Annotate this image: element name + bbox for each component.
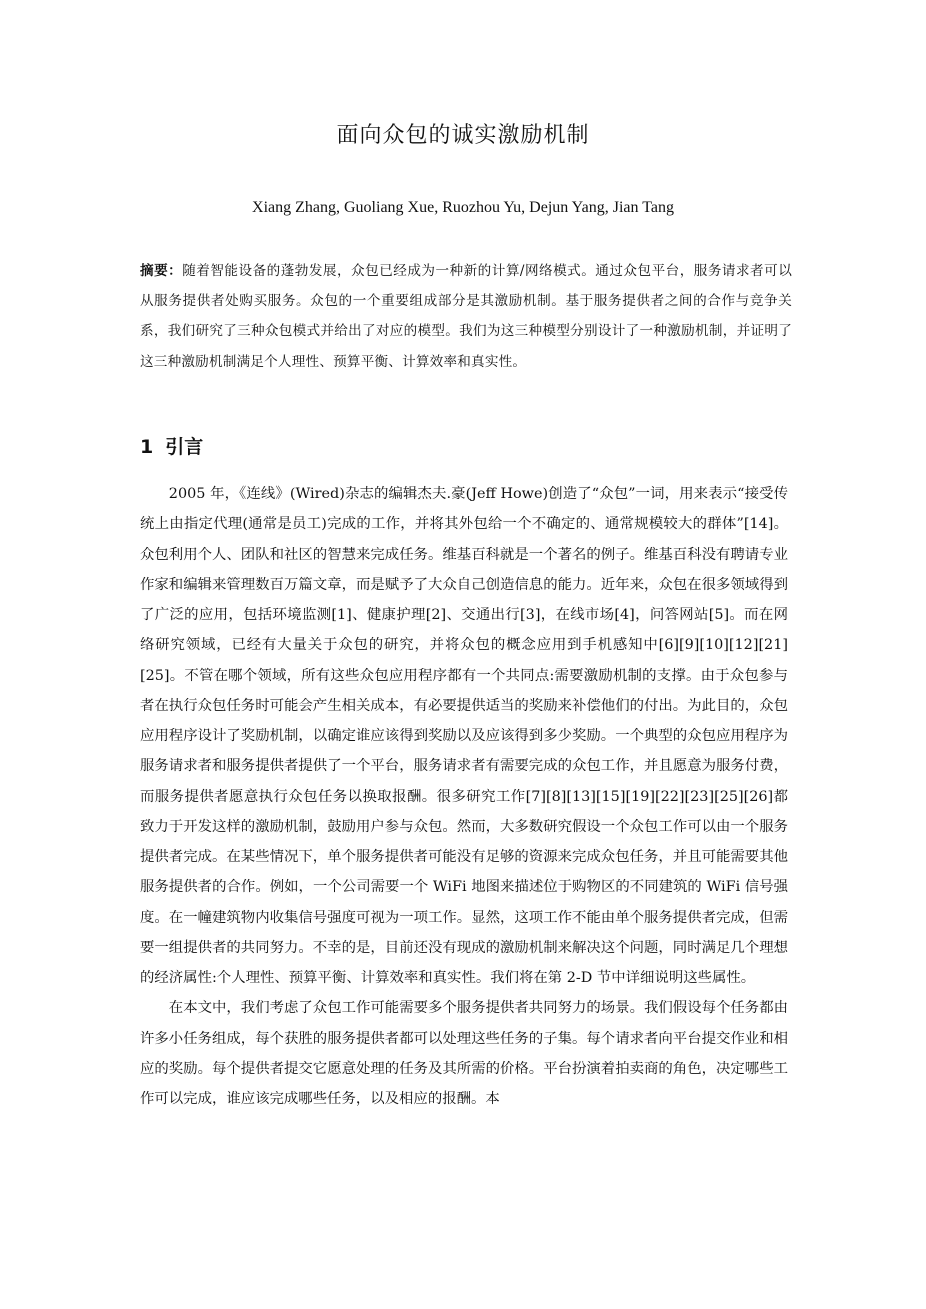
abstract bbox=[140, 256, 792, 377]
abstract-text: 随着智能设备的蓬勃发展，众包已经成为一种新的计算/网络模式。通过众包平台，服务请求者可以从服务提供者处购买服务。众包的一个重要组成部分是其激励机制。基于服务提供者之间的合作与竞争关系，我们研究了三种众包模式并给出了对应的模型。我们为这三种模型分别设计了一种激励机制，并证明了这三种激励机制满足个人理性、预算平衡、计算效率和真实性。 bbox=[140, 263, 792, 370]
body-text bbox=[140, 479, 788, 1114]
paper-title: 面向众包的诚实激励机制 bbox=[336, 123, 590, 148]
section-number: 1 bbox=[140, 436, 154, 458]
section-title: 引言 bbox=[165, 436, 204, 458]
author-list: Xiang Zhang, Guoliang Xue, Ruozhou Yu, Dejun Yang, Jian Tang bbox=[252, 199, 674, 216]
paragraph-1: 2005 年，《连线》(Wired)杂志的编辑杰夫.豪(Jeff Howe)创造了“众包”一词，用来表示“接受传统上由指定代理(通常是员工)完成的工作，并将其外包给一个不确定的、通常规模较大的群体”[14]。众包利用个人、团队和社区的智慧来完成任务。维基百科就是一个著名的例子。维基百科没有聘请专业作家和编辑来管理数百万篇文章，而是赋予了大众自己创造信息的能力。近年来，众包在很多领域得到了广泛的应用，包括环境监测[1]、健康护理[2]、交通出行[3]，在线市场[4]，问答网站[5]。而在网络研究领域，已经有大量关于众包的研究，并将众包的概念应用到手机感知中[6][9][10][12][21][25]。不管在哪个领域，所有这些众包应用程序都有一个共同点:需要激励机制的支撑。由于众包参与者在执行众包任务时可能会产生相关成本，有必要提供适当的奖励来补偿他们的付出。为此目的，众包应用程序设计了奖励机制，以确定谁应该得到奖励以及应该得到多少奖励。一个典型的众包应用程序为服务请求者和服务提供者提供了一个平台，服务请求者有需要完成的众包工作，并且愿意为服务付费，而服务提供者愿意执行众包任务以换取报酬。很多研究工作[7][8][13][15][19][22][23][25][26]都致力于开发这样的激励机制，鼓励用户参与众包。然而，大多数研究假设一个众包工作可以由一个服务提供者完成。在某些情况下，单个服务提供者可能没有足够的资源来完成众包任务，并且可能需要其他服务提供者的合作。例如，一个公司需要一个 WiFi 地图来描述位于购物区的不同建筑的 WiFi 信号强度。在一幢建筑物内收集信号强度可视为一项工作。显然，这项工作不能由单个服务提供者完成，但需要一组提供者的共同努力。不幸的是，目前还没有现成的激励机制来解决这个问题，同时满足几个理想的经济属性:个人理性、预算平衡、计算效率和真实性。我们将在第 2-D 节中详细说明这些属性。 bbox=[140, 486, 788, 986]
section-heading-introduction bbox=[140, 433, 203, 461]
paragraph-2: 在本文中，我们考虑了众包工作可能需要多个服务提供者共同努力的场景。我们假设每个任务都由许多小任务组成，每个获胜的服务提供者都可以处理这些任务的子集。每个请求者向平台提交作业和相应的奖励。每个提供者提交它愿意处理的任务及其所需的价格。平台扮演着拍卖商的角色，决定哪些工作可以完成，谁应该完成哪些任务，以及相应的报酬。本 bbox=[140, 1000, 788, 1107]
abstract-label: 摘要： bbox=[140, 263, 183, 279]
